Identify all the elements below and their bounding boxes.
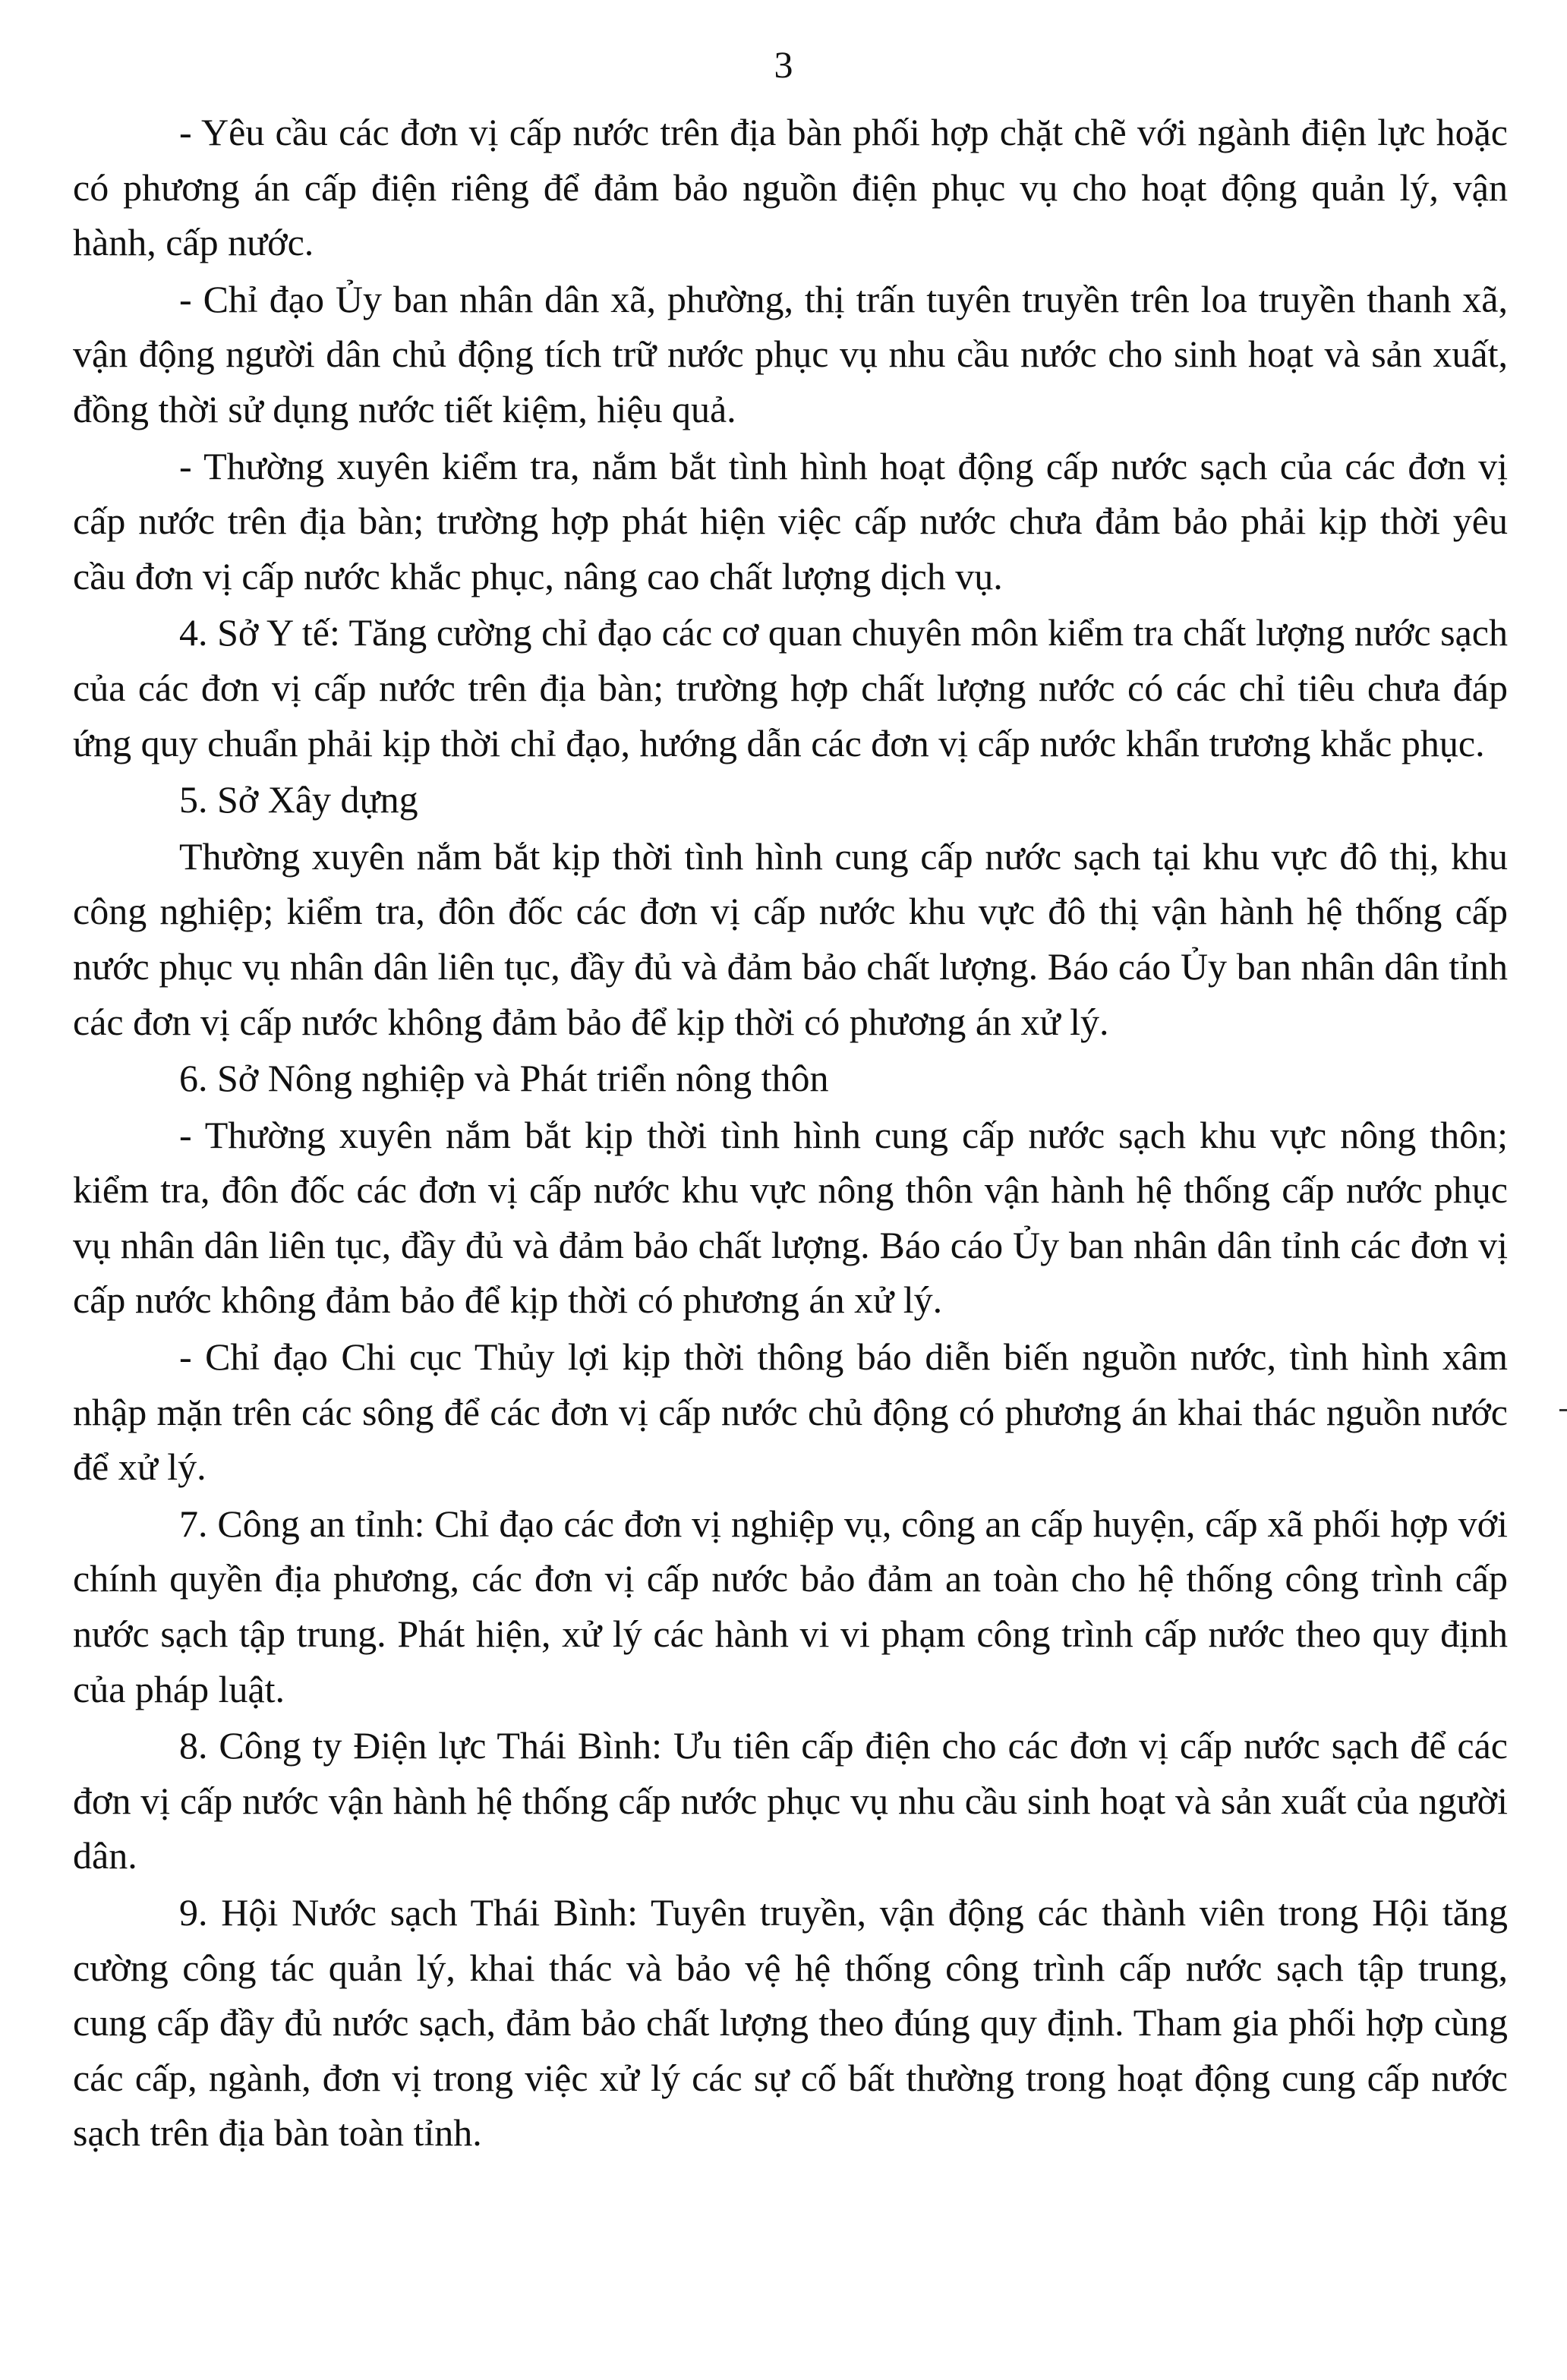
- paragraph-agriculture-monitoring: - Thường xuyên nắm bắt kịp thời tình hình cung cấp nước sạch khu vực nông thôn; kiểm tra, đôn đốc các đơn vị cấp nước khu vực nông thôn vận hành hệ thống cấp nước phục vụ nhân dân liên tục, đầy đủ và đảm bảo chất lượng. Báo cáo Ủy ban nhân dân tỉnh các đơn vị cấp nước không đảm bảo để kịp thời có phương án xử lý.: [73, 1113, 1508, 1322]
- paragraph-power-company: 8. Công ty Điện lực Thái Bình: Ưu tiên cấp điện cho các đơn vị cấp nước sạch để các đơn vị cấp nước vận hành hệ thống cấp nước phục vụ nhu cầu sinh hoạt và sản xuất của người dân.: [73, 1724, 1508, 1877]
- paragraph-construction-tasks: Thường xuyên nắm bắt kịp thời tình hình cung cấp nước sạch tại khu vực đô thị, khu công nghiệp; kiểm tra, đôn đốc các đơn vị cấp nước khu vực đô thị vận hành hệ thống cấp nước phục vụ nhân dân liên tục, đầy đủ và đảm bảo chất lượng. Báo cáo Ủy ban nhân dân tỉnh các đơn vị cấp nước không đảm bảo để kịp thời có phương án xử lý.: [73, 834, 1508, 1043]
- document-body: [73, 105, 1508, 2162]
- paragraph-water-units-power: - Yêu cầu các đơn vị cấp nước trên địa bàn phối hợp chặt chẽ với ngành điện lực hoặc có phương án cấp điện riêng để đảm bảo nguồn điện phục vụ cho hoạt động quản lý, vận hành, cấp nước.: [73, 111, 1508, 264]
- scan-edge-mark: [1559, 1409, 1567, 1411]
- heading-dept-agriculture: 6. Sở Nông nghiệp và Phát triển nông thôn: [179, 1057, 829, 1100]
- paragraph-clean-water-association: 9. Hội Nước sạch Thái Bình: Tuyên truyền, vận động các thành viên trong Hội tăng cường công tác quản lý, khai thác và bảo vệ hệ thống công trình cấp nước sạch tập trung, cung cấp đầy đủ nước sạch, đảm bảo chất lượng theo đúng quy định. Tham gia phối hợp cùng các cấp, ngành, đơn vị trong việc xử lý các sự cố bất thường trong hoạt động cung cấp nước sạch trên địa bàn toàn tỉnh.: [73, 1891, 1508, 2155]
- page-number: 3: [774, 43, 793, 86]
- paragraph-dept-health: 4. Sở Y tế: Tăng cường chỉ đạo các cơ quan chuyên môn kiểm tra chất lượng nước sạch của các đơn vị cấp nước trên địa bàn; trường hợp chất lượng nước có các chỉ tiêu chưa đáp ứng quy chuẩn phải kịp thời chỉ đạo, hướng dẫn các đơn vị cấp nước khẩn trương khắc phục.: [73, 611, 1508, 764]
- heading-dept-construction: 5. Sở Xây dựng: [179, 778, 418, 821]
- paragraph-irrigation-subdept: - Chỉ đạo Chi cục Thủy lợi kịp thời thông báo diễn biến nguồn nước, tình hình xâm nhập mặn trên các sông để các đơn vị cấp nước chủ động có phương án khai thác nguồn nước để xử lý.: [73, 1335, 1508, 1489]
- paragraph-regular-inspection: - Thường xuyên kiểm tra, nắm bắt tình hình hoạt động cấp nước sạch của các đơn vị cấp nước trên địa bàn; trường hợp phát hiện việc cấp nước chưa đảm bảo phải kịp thời yêu cầu đơn vị cấp nước khắc phục, nâng cao chất lượng dịch vụ.: [73, 444, 1508, 597]
- paragraph-provincial-police: 7. Công an tỉnh: Chỉ đạo các đơn vị nghiệp vụ, công an cấp huyện, cấp xã phối hợp với chính quyền địa phương, các đơn vị cấp nước bảo đảm an toàn cho hệ thống công trình cấp nước sạch tập trung. Phát hiện, xử lý các hành vi vi phạm công trình cấp nước theo quy định của pháp luật.: [73, 1502, 1508, 1710]
- paragraph-commune-propaganda: - Chỉ đạo Ủy ban nhân dân xã, phường, thị trấn tuyên truyền trên loa truyền thanh xã, vận động người dân chủ động tích trữ nước phục vụ nhu cầu nước cho sinh hoạt và sản xuất, đồng thời sử dụng nước tiết kiệm, hiệu quả.: [73, 277, 1508, 430]
